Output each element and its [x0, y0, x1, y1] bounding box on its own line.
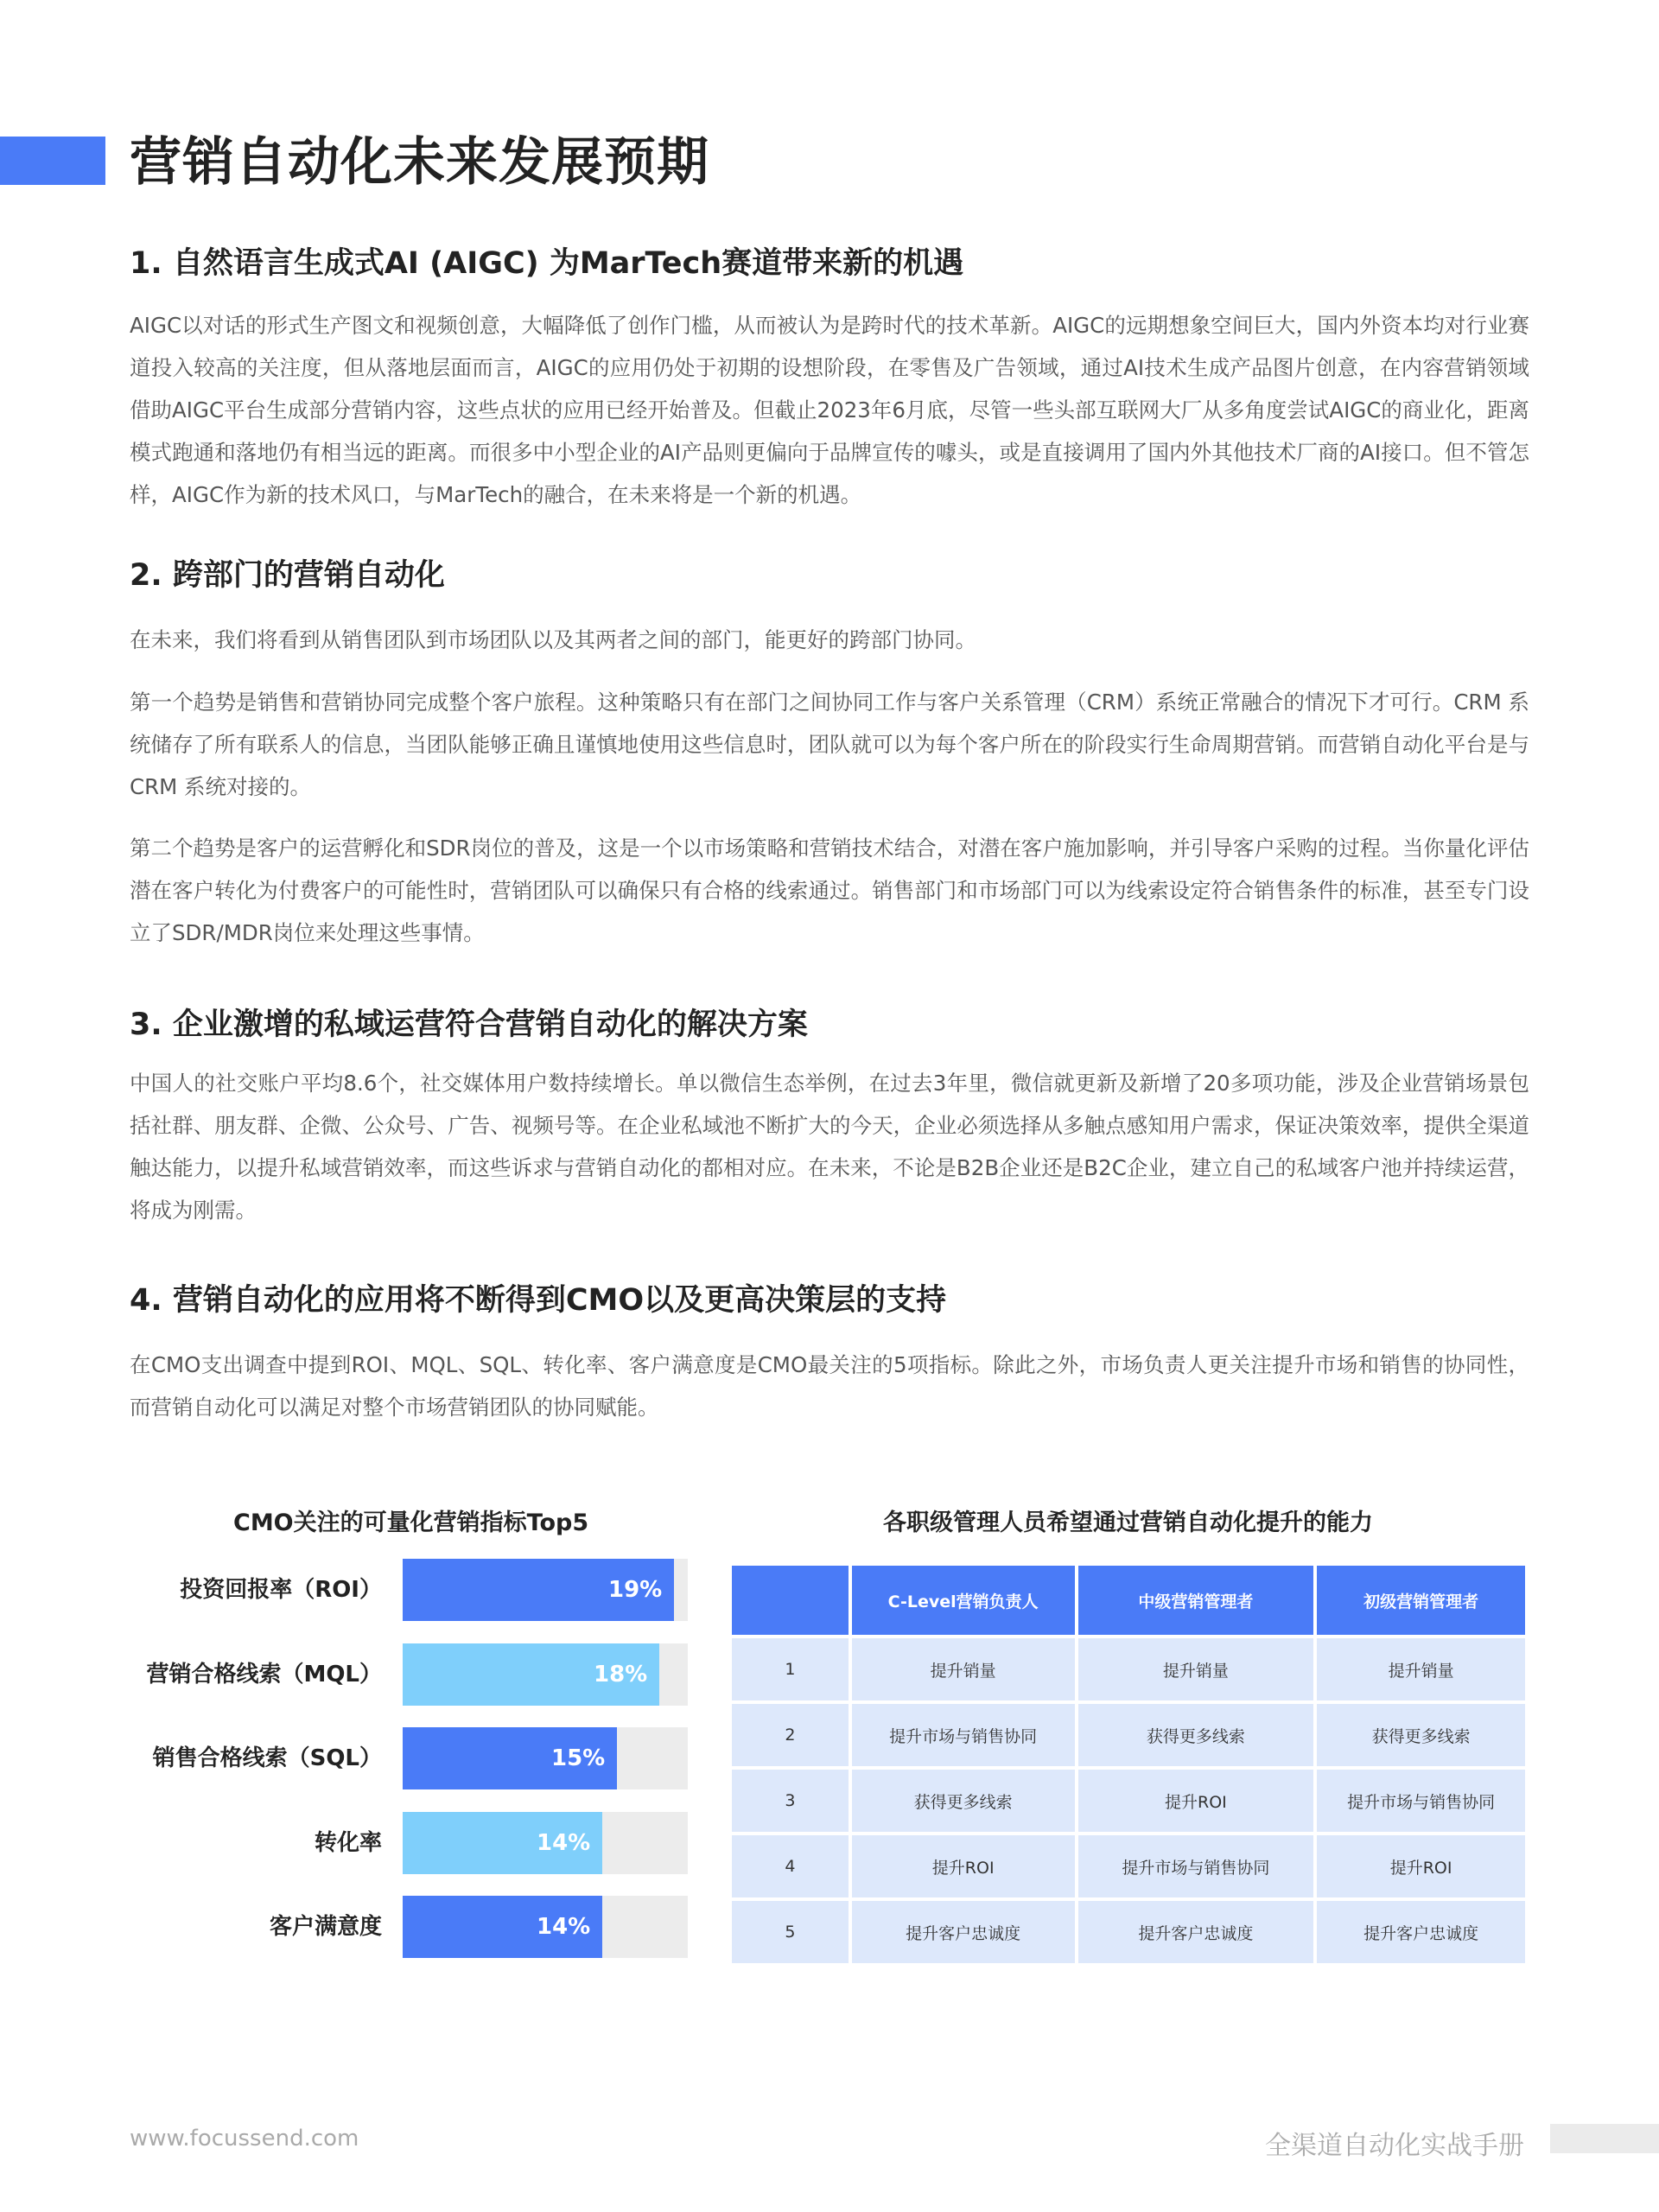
- section-1-title: 1. 自然语言生成式AI (AIGC) 为MarTech赛道带来新的机遇: [130, 246, 964, 281]
- page-title: 营销自动化未来发展预期: [130, 132, 709, 193]
- table-cell: 提升市场与销售协同: [1078, 1835, 1314, 1897]
- table-cell-rank: 5: [732, 1901, 849, 1963]
- footer-tab: [1550, 2124, 1659, 2153]
- table-cell: 提升客户忠诚度: [852, 1901, 1075, 1963]
- bar-label: 营销合格线索（MQL）: [146, 1662, 382, 1688]
- bar-chart-title: CMO关注的可量化营销指标Top5: [233, 1510, 589, 1536]
- bar-label: 转化率: [314, 1830, 382, 1856]
- bar-track: [403, 1559, 688, 1621]
- table-row: [732, 1770, 1525, 1832]
- bar-value-label: 14%: [537, 1830, 591, 1856]
- table-cell-rank: 2: [732, 1704, 849, 1766]
- table-cell-rank: 4: [732, 1835, 849, 1897]
- capability-table: [728, 1562, 1529, 1967]
- section-2-title: 2. 跨部门的营销自动化: [130, 558, 445, 593]
- section-2-paragraph-2: 第一个趋势是销售和营销协同完成整个客户旅程。这种策略只有在部门之间协同工作与客户关系管理（CRM）系统正常融合的情况下才可行。CRM 系统储存了所有联系人的信息，当团队能够正确且谨慎地使用这些信息时，团队就可以为每个客户所在的阶段实行生命周期营销。而营销自动化平台是与 CRM 系统对接的。: [130, 690, 1529, 799]
- table-cell: 提升客户忠诚度: [1078, 1901, 1314, 1963]
- bar-track: [403, 1812, 688, 1874]
- table-row: [732, 1638, 1525, 1700]
- bar-label: 投资回报率（ROI）: [180, 1577, 382, 1603]
- section-4-paragraph-1: 在CMO支出调查中提到ROI、MQL、SQL、转化率、客户满意度是CMO最关注的5项指标。除此之外，市场负责人更关注提升市场和销售的协同性，而营销自动化可以满足对整个市场营销团队的协同赋能。: [130, 1352, 1529, 1420]
- table-cell: 提升ROI: [1078, 1770, 1314, 1832]
- section-2-paragraph-1: 在未来，我们将看到从销售团队到市场团队以及其两者之间的部门，能更好的跨部门协同。: [130, 627, 976, 652]
- table-header-junior-level: 初级营销管理者: [1317, 1566, 1525, 1635]
- table-header-c-level: C-Level营销负责人: [852, 1566, 1075, 1635]
- table-row: [732, 1901, 1525, 1963]
- table-cell-rank: 1: [732, 1638, 849, 1700]
- footer-website: www.focussend.com: [130, 2126, 359, 2152]
- section-1-paragraph-1: AIGC以对话的形式生产图文和视频创意，大幅降低了创作门槛，从而被认为是跨时代的技术革新。AIGC的远期想象空间巨大，国内外资本均对行业赛道投入较高的关注度，但从落地层面而言，AIGC的应用仍处于初期的设想阶段，在零售及广告领域，通过AI技术生成产品图片创意，在内容营销领域借助AIGC平台生成部分营销内容，这些点状的应用已经开始普及。但截止2023年6月底，尽管一些头部互联网大厂从多角度尝试AIGC的商业化，距离模式跑通和落地仍有相当远的距离。而很多中小型企业的AI产品则更偏向于品牌宣传的噱头，或是直接调用了国内外其他技术厂商的AI接口。但不管怎样，AIGC作为新的技术风口，与MarTech的融合，在未来将是一个新的机遇。: [130, 313, 1529, 507]
- table-cell: 提升ROI: [852, 1835, 1075, 1897]
- bar-track: [403, 1896, 688, 1958]
- table-cell: 提升市场与销售协同: [852, 1704, 1075, 1766]
- bar-value-label: 19%: [608, 1577, 663, 1603]
- table-cell: 获得更多线索: [1317, 1704, 1525, 1766]
- section-3-paragraph-1: 中国人的社交账户平均8.6个，社交媒体用户数持续增长。单以微信生态举例，在过去3年里，微信就更新及新增了20多项功能，涉及企业营销场景包括社群、朋友群、企微、公众号、广告、视频号等。在企业私域池不断扩大的今天，企业必须选择从多触点感知用户需求，保证决策效率，提供全渠道触达能力，以提升私域营销效率，而这些诉求与营销自动化的都相对应。在未来，不论是B2B企业还是B2C企业，建立自己的私域客户池并持续运营，将成为刚需。: [130, 1071, 1529, 1223]
- bar-value-label: 18%: [594, 1662, 648, 1688]
- table-row: [732, 1704, 1525, 1766]
- title-accent-bar: [0, 137, 105, 185]
- bar-label: 客户满意度: [269, 1914, 382, 1940]
- section-4-title: 4. 营销自动化的应用将不断得到CMO以及更高决策层的支持: [130, 1283, 947, 1318]
- bar-value-label: 15%: [551, 1745, 606, 1771]
- footer-document-name: 全渠道自动化实战手册: [1265, 2131, 1524, 2161]
- table-header-mid-level: 中级营销管理者: [1078, 1566, 1314, 1635]
- table-cell: 提升市场与销售协同: [1317, 1770, 1525, 1832]
- table-header-index: [732, 1566, 849, 1635]
- bar-label: 销售合格线索（SQL）: [152, 1745, 382, 1771]
- table-cell: 获得更多线索: [852, 1770, 1075, 1832]
- table-cell: 获得更多线索: [1078, 1704, 1314, 1766]
- section-2-paragraph-3: 第二个趋势是客户的运营孵化和SDR岗位的普及，这是一个以市场策略和营销技术结合，对潜在客户施加影响，并引导客户采购的过程。当你量化评估潜在客户转化为付费客户的可能性时，营销团队可以确保只有合格的线索通过。销售部门和市场部门可以为线索设定符合销售条件的标准，甚至专门设立了SDR/MDR岗位来处理这些事情。: [130, 836, 1529, 945]
- table-cell: 提升客户忠诚度: [1317, 1901, 1525, 1963]
- table-cell: 提升ROI: [1317, 1835, 1525, 1897]
- table-row: [732, 1835, 1525, 1897]
- table-cell: 提升销量: [852, 1638, 1075, 1700]
- bar-track: [403, 1643, 688, 1706]
- bar-track: [403, 1727, 688, 1789]
- table-cell-rank: 3: [732, 1770, 849, 1832]
- table-cell: 提升销量: [1317, 1638, 1525, 1700]
- bar-value-label: 14%: [537, 1914, 591, 1940]
- table-header-row: [732, 1566, 1525, 1635]
- table-cell: 提升销量: [1078, 1638, 1314, 1700]
- section-3-title: 3. 企业激增的私域运营符合营销自动化的解决方案: [130, 1007, 808, 1042]
- table-title: 各职级管理人员希望通过营销自动化提升的能力: [883, 1510, 1373, 1536]
